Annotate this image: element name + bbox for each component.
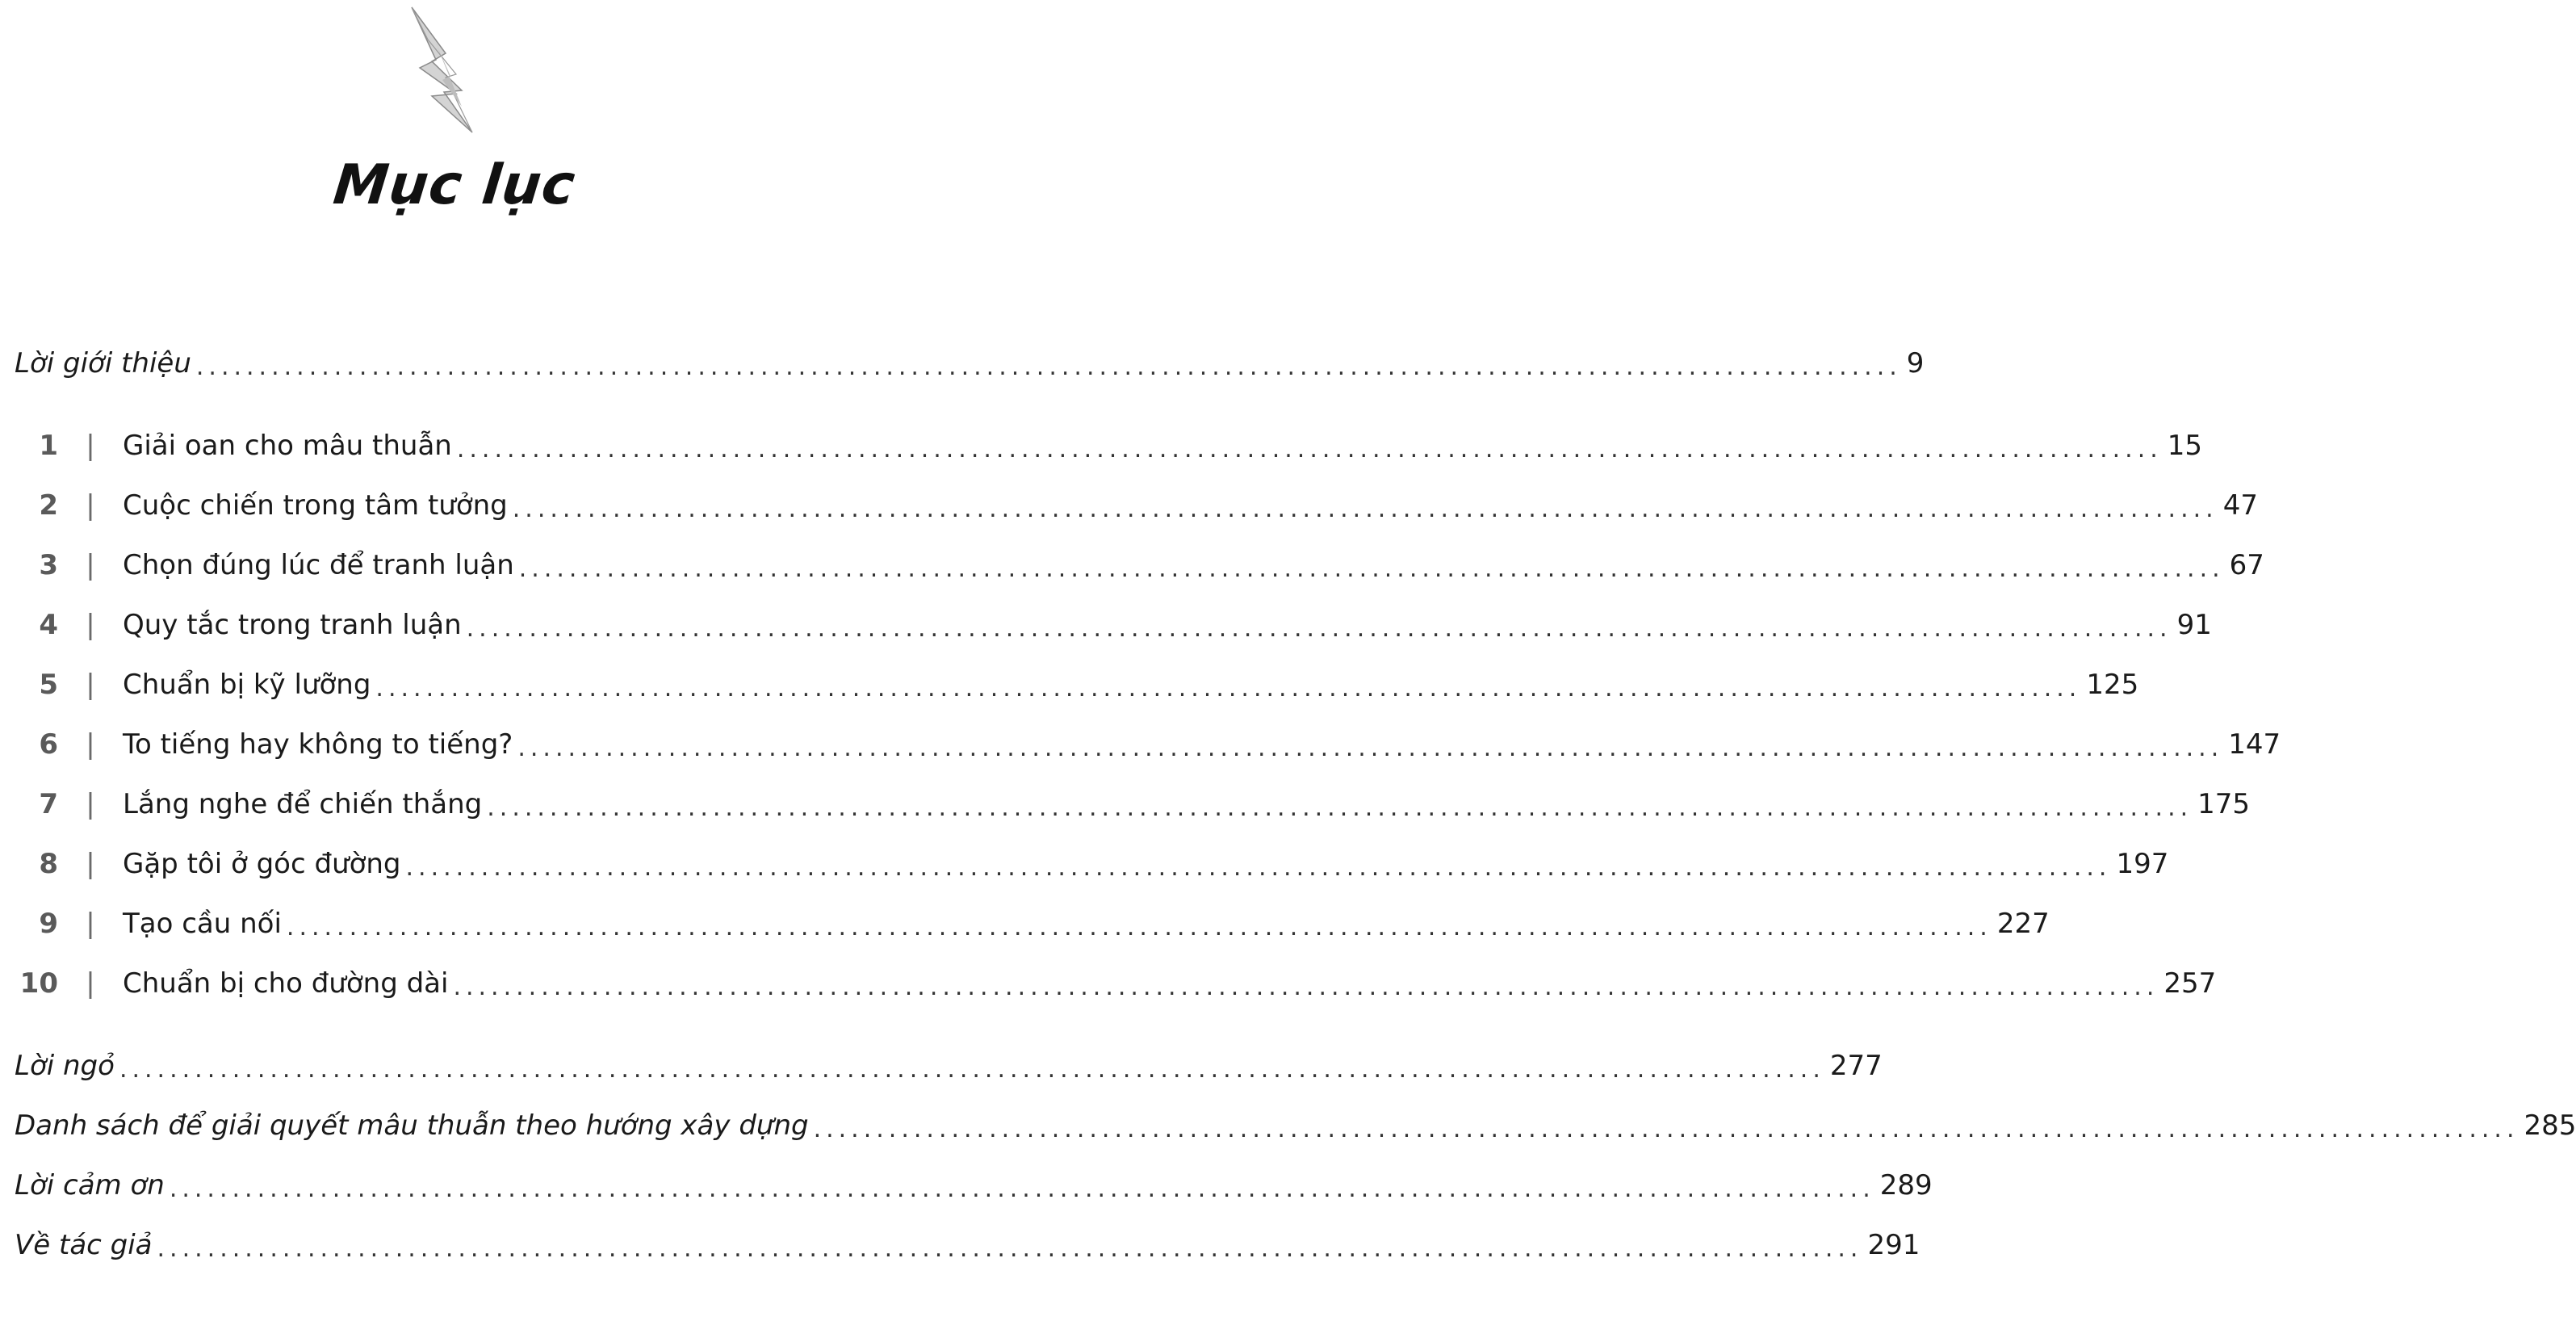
chapter-entry[interactable] bbox=[0, 541, 2264, 589]
toc-page-number: 15 bbox=[2167, 430, 2203, 462]
chapter-number: 2 bbox=[39, 489, 58, 522]
chapter-number: 5 bbox=[39, 669, 58, 701]
leader-dots: ........................................................................................................................................ bbox=[456, 434, 2163, 463]
chapter-separator: | bbox=[86, 489, 95, 522]
chapter-entry[interactable] bbox=[0, 481, 2258, 530]
leader-dots: ........................................................................................................................................ bbox=[119, 1055, 1825, 1084]
chapter-separator: | bbox=[86, 908, 95, 940]
leader-dots: ........................................................................................................................................ bbox=[453, 972, 2159, 1001]
toc-entry-back[interactable] bbox=[0, 1042, 1883, 1090]
toc-page-number: 47 bbox=[2222, 489, 2258, 522]
toc-page-number: 291 bbox=[1867, 1229, 1920, 1261]
chapter-number: 1 bbox=[39, 430, 58, 462]
toc-page-number: 91 bbox=[2176, 609, 2212, 641]
toc-page-number: 9 bbox=[1906, 347, 1925, 380]
chapter-title: Chọn đúng lúc để tranh luận bbox=[123, 549, 514, 581]
chapter-entry[interactable] bbox=[0, 780, 2251, 828]
toc-page-number: 67 bbox=[2229, 549, 2264, 581]
chapter-entry[interactable] bbox=[0, 840, 2169, 888]
toc-page-number: 257 bbox=[2163, 967, 2217, 1000]
toc-entry-label: Lời giới thiệu bbox=[15, 347, 191, 380]
toc-entry-label: Lời ngỏ bbox=[15, 1050, 115, 1082]
chapter-title: Tạo cầu nối bbox=[123, 908, 282, 940]
toc-page-number: 125 bbox=[2086, 669, 2139, 701]
leader-dots: ........................................................................................................................................ bbox=[286, 912, 1992, 941]
page-title: Mục lục bbox=[330, 153, 579, 217]
leader-dots: ........................................................................................................................................ bbox=[517, 733, 2224, 762]
leader-dots: ........................................................................................................................................ bbox=[157, 1234, 1863, 1263]
chapter-separator: | bbox=[86, 430, 95, 462]
chapter-separator: | bbox=[86, 669, 95, 701]
chapter-title: Chuẩn bị kỹ lưỡng bbox=[123, 669, 371, 701]
leader-dots: ........................................................................................................................................ bbox=[487, 793, 2193, 822]
chapter-separator: | bbox=[86, 788, 95, 820]
chapter-entry[interactable] bbox=[0, 601, 2212, 649]
toc-page-number: 227 bbox=[1996, 908, 2050, 940]
toc-entry-label: Về tác giả bbox=[15, 1229, 153, 1261]
chapter-separator: | bbox=[86, 549, 95, 581]
chapter-number: 8 bbox=[39, 848, 58, 880]
toc-entry-back[interactable] bbox=[0, 1161, 1933, 1210]
leader-dots: ........................................................................................................................................ bbox=[518, 554, 2225, 583]
toc-entry-back[interactable] bbox=[0, 1221, 1920, 1269]
toc-entry-back[interactable] bbox=[0, 1101, 2576, 1150]
chapter-number: 9 bbox=[39, 908, 58, 940]
toc-page-number: 285 bbox=[2524, 1109, 2576, 1142]
leader-dots: ........................................................................................................................................ bbox=[466, 614, 2172, 643]
chapter-number: 6 bbox=[39, 728, 58, 761]
toc-page-number: 289 bbox=[1879, 1169, 1933, 1202]
chapter-separator: | bbox=[86, 967, 95, 1000]
leader-dots: ........................................................................................................................................ bbox=[169, 1174, 1875, 1203]
chapter-title: Giải oan cho mâu thuẫn bbox=[123, 430, 452, 462]
leader-dots: ........................................................................................................................................ bbox=[813, 1114, 2519, 1143]
lightning-bolt-icon bbox=[412, 3, 501, 136]
toc-entry-front[interactable] bbox=[0, 339, 1925, 388]
chapter-entry[interactable] bbox=[0, 900, 2050, 948]
chapter-entry[interactable] bbox=[0, 720, 2281, 769]
chapter-title: Lắng nghe để chiến thắng bbox=[123, 788, 483, 820]
toc-page-number: 277 bbox=[1829, 1050, 1883, 1082]
chapter-number: 3 bbox=[39, 549, 58, 581]
chapter-separator: | bbox=[86, 848, 95, 880]
chapter-entry[interactable] bbox=[0, 661, 2139, 709]
chapter-number: 4 bbox=[39, 609, 58, 641]
chapter-title: Gặp tôi ở góc đường bbox=[123, 848, 401, 880]
chapter-entry[interactable] bbox=[0, 959, 2217, 1008]
chapter-title: Chuẩn bị cho đường dài bbox=[123, 967, 449, 1000]
leader-dots: ........................................................................................................................................ bbox=[405, 853, 2112, 882]
chapter-separator: | bbox=[86, 728, 95, 761]
chapter-title: To tiếng hay không to tiếng? bbox=[123, 728, 513, 761]
toc-entry-label: Lời cảm ơn bbox=[15, 1169, 165, 1202]
leader-dots: ........................................................................................................................................ bbox=[375, 673, 2082, 702]
chapter-number: 10 bbox=[19, 967, 58, 1000]
toc-page-number: 197 bbox=[2116, 848, 2169, 880]
toc-page-number: 147 bbox=[2228, 728, 2281, 761]
toc-entry-label: Danh sách để giải quyết mâu thuẫn theo hướng xây dựng bbox=[15, 1109, 809, 1142]
toc-page-number: 175 bbox=[2197, 788, 2251, 820]
chapter-separator: | bbox=[86, 609, 95, 641]
chapter-title: Cuộc chiến trong tâm tưởng bbox=[123, 489, 508, 522]
chapter-number: 7 bbox=[39, 788, 58, 820]
chapter-entry[interactable] bbox=[0, 421, 2203, 470]
chapter-title: Quy tắc trong tranh luận bbox=[123, 609, 462, 641]
leader-dots: ........................................................................................................................................ bbox=[195, 352, 1902, 381]
leader-dots: ........................................................................................................................................ bbox=[512, 494, 2218, 523]
